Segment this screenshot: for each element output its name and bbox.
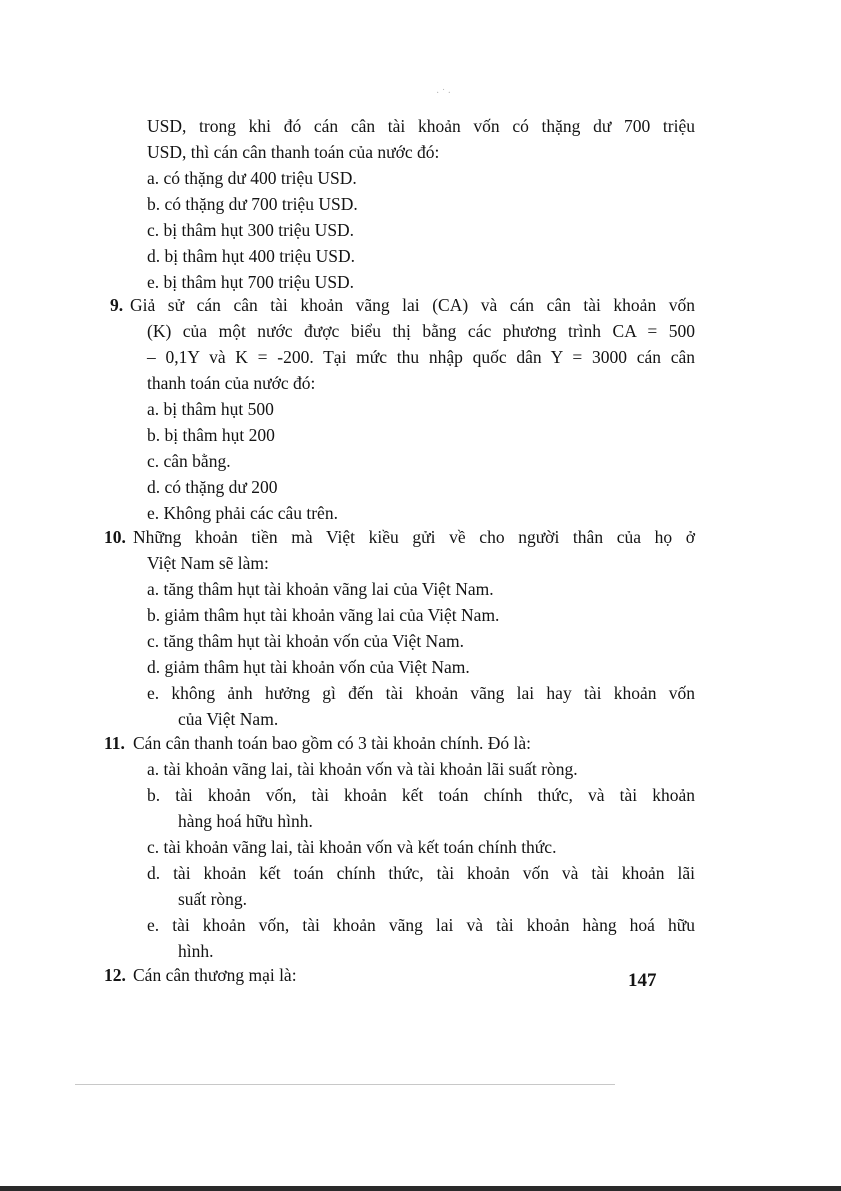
option-continuation: suất ròng. <box>178 889 248 909</box>
option-line: e. tài khoản vốn, tài khoản vãng lai và tài khoản hàng hoá hữu <box>147 915 695 935</box>
option-line: d. tài khoản kết toán chính thức, tài khoản vốn và tài khoản lãi <box>147 863 695 883</box>
body-line: USD, trong khi đó cán cân tài khoản vốn có thặng dư 700 triệu <box>147 116 695 136</box>
option-line: d. có thặng dư 200 <box>147 477 278 497</box>
question-text: Cán cân thanh toán bao gồm có 3 tài khoản chính. Đó là: <box>133 733 532 753</box>
question-text: Giả sử cán cân tài khoản vãng lai (CA) và cán cân tài khoản vốn <box>130 295 695 315</box>
body-line: Việt Nam sẽ làm: <box>147 553 269 573</box>
question-text: Cán cân thương mại là: <box>133 965 297 985</box>
option-continuation: của Việt Nam. <box>178 709 279 729</box>
question-number: 11. <box>104 733 125 753</box>
question-number: 10. <box>104 527 126 547</box>
body-line: – 0,1Y và K = -200. Tại mức thu nhập quốc dân Y = 3000 cán cân <box>147 347 695 367</box>
option-line: c. bị thâm hụt 300 triệu USD. <box>147 220 355 240</box>
option-line: e. không ảnh hưởng gì đến tài khoản vãng lai hay tài khoản vốn <box>147 683 695 703</box>
option-line: b. tài khoản vốn, tài khoản kết toán chính thức, và tài khoản <box>147 785 695 805</box>
question-text: Những khoản tiền mà Việt kiều gửi về cho người thân của họ ở <box>133 527 695 547</box>
option-line: d. giảm thâm hụt tài khoản vốn của Việt Nam. <box>147 657 470 677</box>
option-line: b. bị thâm hụt 200 <box>147 425 275 445</box>
option-line: c. cân bằng. <box>147 451 231 471</box>
scan-bottom-edge <box>0 1186 841 1191</box>
option-line: e. Không phải các câu trên. <box>147 503 338 523</box>
question-number: 9. <box>110 295 124 315</box>
footer-divider <box>75 1084 615 1085</box>
body-line: USD, thì cán cân thanh toán của nước đó: <box>147 142 440 162</box>
option-continuation: hình. <box>178 941 214 961</box>
page-number: 147 <box>628 970 657 991</box>
option-line: a. tài khoản vãng lai, tài khoản vốn và tài khoản lãi suất ròng. <box>147 759 578 779</box>
option-continuation: hàng hoá hữu hình. <box>178 811 313 831</box>
option-line: a. bị thâm hụt 500 <box>147 399 274 419</box>
option-line: a. tăng thâm hụt tài khoản vãng lai của Việt Nam. <box>147 579 494 599</box>
body-line: (K) của một nước được biểu thị bằng các phương trình CA = 500 <box>147 321 695 341</box>
body-line: thanh toán của nước đó: <box>147 373 316 393</box>
option-line: b. giảm thâm hụt tài khoản vãng lai của Việt Nam. <box>147 605 500 625</box>
option-line: c. tài khoản vãng lai, tài khoản vốn và kết toán chính thức. <box>147 837 557 857</box>
option-line: c. tăng thâm hụt tài khoản vốn của Việt Nam. <box>147 631 464 651</box>
option-line: e. bị thâm hụt 700 triệu USD. <box>147 272 355 292</box>
option-line: b. có thặng dư 700 triệu USD. <box>147 194 358 214</box>
question-number: 12. <box>104 965 126 985</box>
scan-speck: · ˙ · <box>436 88 451 99</box>
option-line: a. có thặng dư 400 triệu USD. <box>147 168 357 188</box>
option-line: d. bị thâm hụt 400 triệu USD. <box>147 246 356 266</box>
